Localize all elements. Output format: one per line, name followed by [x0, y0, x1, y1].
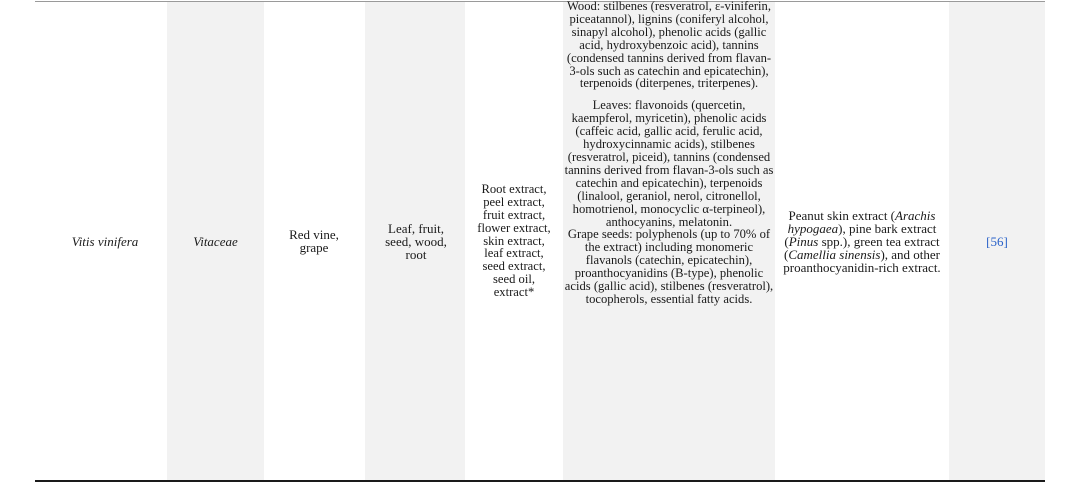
- extract-type-cell: [473, 2, 555, 480]
- species-name: Vitis vinifera: [71, 233, 139, 249]
- composition-leaves: Leaves: flavonoids (quercetin, kaempferol, myricetin), phenolic acids (caffeic acid, gallic acid, ferulic acid, hydroxycinnamic acids), stilbenes (resveratrol, piceid), tannins (condensed tannins derived from flavan-3-ols such as catechin and epicatechin), terpenoids (linalool, geraniol, nerol, citronellol, homotrienol, monocyclic α-terpineol), anthocyanins, melatonin.: [564, 98, 774, 229]
- pinus-genus: Pinus: [788, 233, 819, 249]
- arachis-species: Arachis hypogaea: [787, 207, 936, 236]
- common-name-cell: [275, 2, 353, 480]
- plant-part-cell: [374, 2, 458, 480]
- composition-seeds: Grape seeds: polyphenols (up to 70% of the extract) including monomeric flavanols (catechin, epicatechin), proanthocyanidins (B-type), phenolic acids (gallic acid), stilbenes (resveratrol), tocopherols, essential fatty acids.: [564, 227, 774, 306]
- composition-wood: Wood: stilbenes (resveratrol, ε-viniferin, piceatannol), lignins (coniferyl alcohol, sinapyl alcohol), phenolic acids (gallic acid, hydroxybenzoic acid), tannins (condensed tannins derived from flavan-3-ols such as catechin and epicatechin), terpenoids (diterpenes, triterpenes).: [566, 0, 772, 91]
- plant-part: Leaf, fruit, seed, wood, root: [385, 220, 447, 262]
- family-cell: [168, 2, 263, 480]
- species-cell: [60, 2, 150, 480]
- alternatives-text: Peanut skin extract (Arachis hypogaea), pine bark extract (Pinus spp.), green tea extract (Camellia sinensis), and other proanthocyanidin-rich extract.: [783, 207, 941, 275]
- common-name: Red vine, grape: [289, 227, 339, 255]
- alternatives-cell: [779, 2, 945, 480]
- table-bottom-rule: [35, 480, 1045, 482]
- reference-link[interactable]: [56]: [986, 233, 1008, 249]
- family-name: Vitaceae: [193, 233, 238, 249]
- composition-cell: [563, 0, 775, 306]
- camellia-species: Camellia sinensis: [788, 246, 881, 262]
- extract-type: Root extract, peel extract, fruit extract, flower extract, skin extract, leaf extract, seed extract, seed oil, extract*: [477, 181, 551, 300]
- reference-cell: [949, 2, 1045, 480]
